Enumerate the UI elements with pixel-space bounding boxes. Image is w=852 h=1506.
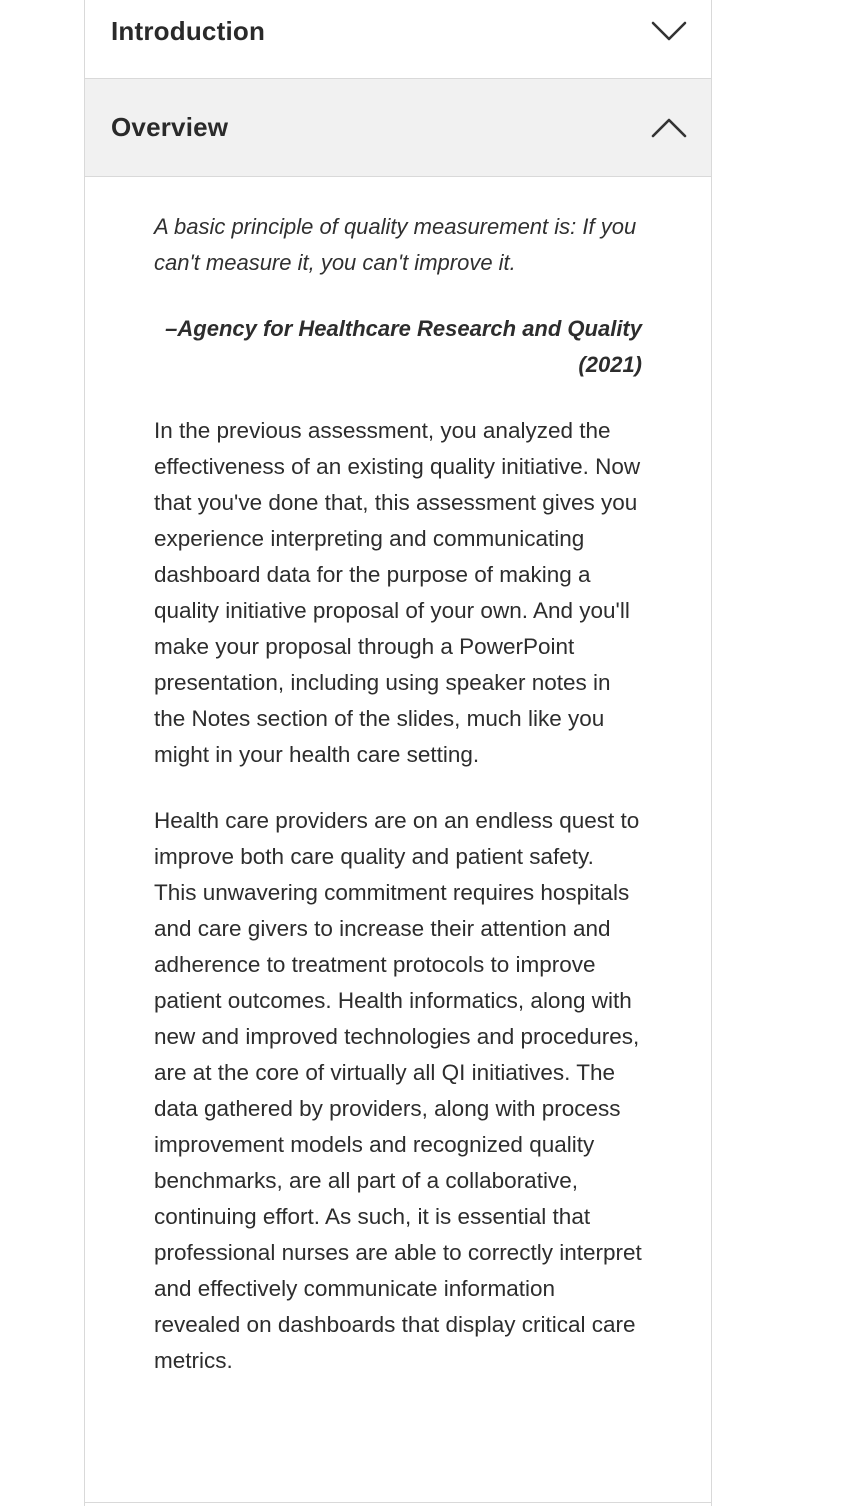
accordion-title-introduction: Introduction <box>111 15 266 46</box>
chevron-up-icon[interactable] <box>651 117 687 139</box>
divider <box>85 1502 711 1503</box>
body-paragraph: In the previous assessment, you analyzed the effectiveness of an existing quality initiative. Now that you've done that, this assessment gives you experience interpreting and communicating dashboard data for the purpose of making a quality initiative proposal of your own. And you'll make your proposal through a PowerPoint presentation, including using speaker notes in the Notes section of the slides, much like you might in your health care setting. <box>154 418 641 767</box>
overview-content <box>85 177 711 1379</box>
accordion-header-introduction[interactable] <box>85 0 711 79</box>
accordion-title-overview: Overview <box>111 112 229 142</box>
attribution-source: –Agency for Healthcare Research and Quality <box>165 316 642 341</box>
attribution-year: (2021) <box>578 352 642 377</box>
quote-text: A basic principle of quality measurement is: If you can't measure it, you can't improve it. <box>154 214 637 275</box>
chevron-down-icon[interactable] <box>651 20 687 42</box>
accordion-panel <box>84 0 712 1506</box>
body-paragraph: Health care providers are on an endless quest to improve both care quality and patient safety. This unwavering commitment requires hospitals and care givers to increase their attention and adherence to treatment protocols to improve patient outcomes. Health informatics, along with new and improved technologies and procedures, are at the core of virtually all QI initiatives. The data gathered by providers, along with process improvement models and recognized quality benchmarks, are all part of a collaborative, continuing effort. As such, it is essential that professional nurses are able to correctly interpret and effectively communicate information revealed on dashboards that display critical care metrics. <box>154 808 642 1373</box>
quote-attribution <box>154 311 642 383</box>
accordion-header-overview[interactable] <box>85 79 711 177</box>
